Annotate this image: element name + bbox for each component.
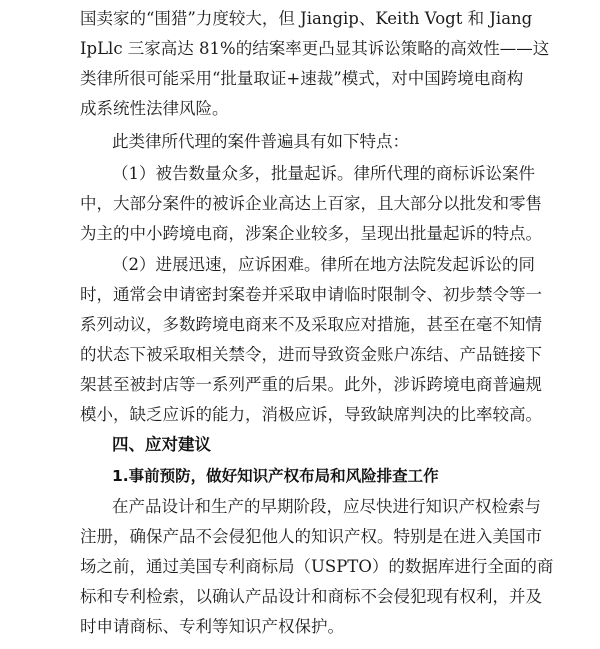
paragraph-line: 类律所很可能采用“批量取证+速裁”模式，对中国跨境电商构 <box>80 69 524 88</box>
paragraph-line: 注册，确保产品不会侵犯他人的知识产权。特别是在进入美国市 <box>80 527 542 546</box>
list-item-2-line: （2）进展迅速，应诉困难。律所在地方法院发起诉讼的同 <box>112 255 535 274</box>
paragraph-line: 国卖家的“围猎”力度较大，但 Jiangip、Keith Vogt 和 Jiang <box>80 9 533 28</box>
paragraph-line: 在产品设计和生产的早期阶段，应尽快进行知识产权检索与 <box>112 497 541 516</box>
paragraph-line: 成系统性法律风险。 <box>80 99 229 118</box>
paragraph-line: 时，通常会申请密封案卷并采取申请临时限制令、初步禁令等一 <box>80 285 542 304</box>
paragraph-line: 为主的中小跨境电商，涉案企业较多，呈现出批量起诉的特点。 <box>80 224 542 243</box>
paragraph-line: 标和专利检索，以确认产品设计和商标不会侵犯现有权利，并及 <box>80 587 542 606</box>
paragraph-line: 场之前，通过美国专利商标局（USPTO）的数据库进行全面的商 <box>80 557 554 576</box>
paragraph-line: 模小，缺乏应诉的能力，消极应诉，导致缺席判决的比率较高。 <box>80 405 542 424</box>
paragraph-line: 此类律所代理的案件普遍具有如下特点： <box>112 132 409 151</box>
paragraph-line: 系列动议，多数跨境电商来不及采取应对措施，甚至在毫不知情 <box>80 315 542 334</box>
subsection-heading: 1.事前预防，做好知识产权布局和风险排查工作 <box>112 467 439 485</box>
list-item-1-line: （1）被告数量众多，批量起诉。律所代理的商标诉讼案件 <box>112 164 535 183</box>
section-heading: 四、应对建议 <box>112 435 211 454</box>
paragraph-line: 时申请商标、专利等知识产权保护。 <box>80 617 344 636</box>
paragraph-line: 中，大部分案件的被诉企业高达上百家，且大部分以批发和零售 <box>80 194 542 213</box>
paragraph-line: 的状态下被采取相关禁令，进而导致资金账户冻结、产品链接下 <box>80 345 542 364</box>
paragraph-line: 架甚至被封店等一系列严重的后果。此外，涉诉跨境电商普遍规 <box>80 375 542 394</box>
paragraph-line: IpLlc 三家高达 81%的结案率更凸显其诉讼策略的高效性——这 <box>80 39 550 58</box>
